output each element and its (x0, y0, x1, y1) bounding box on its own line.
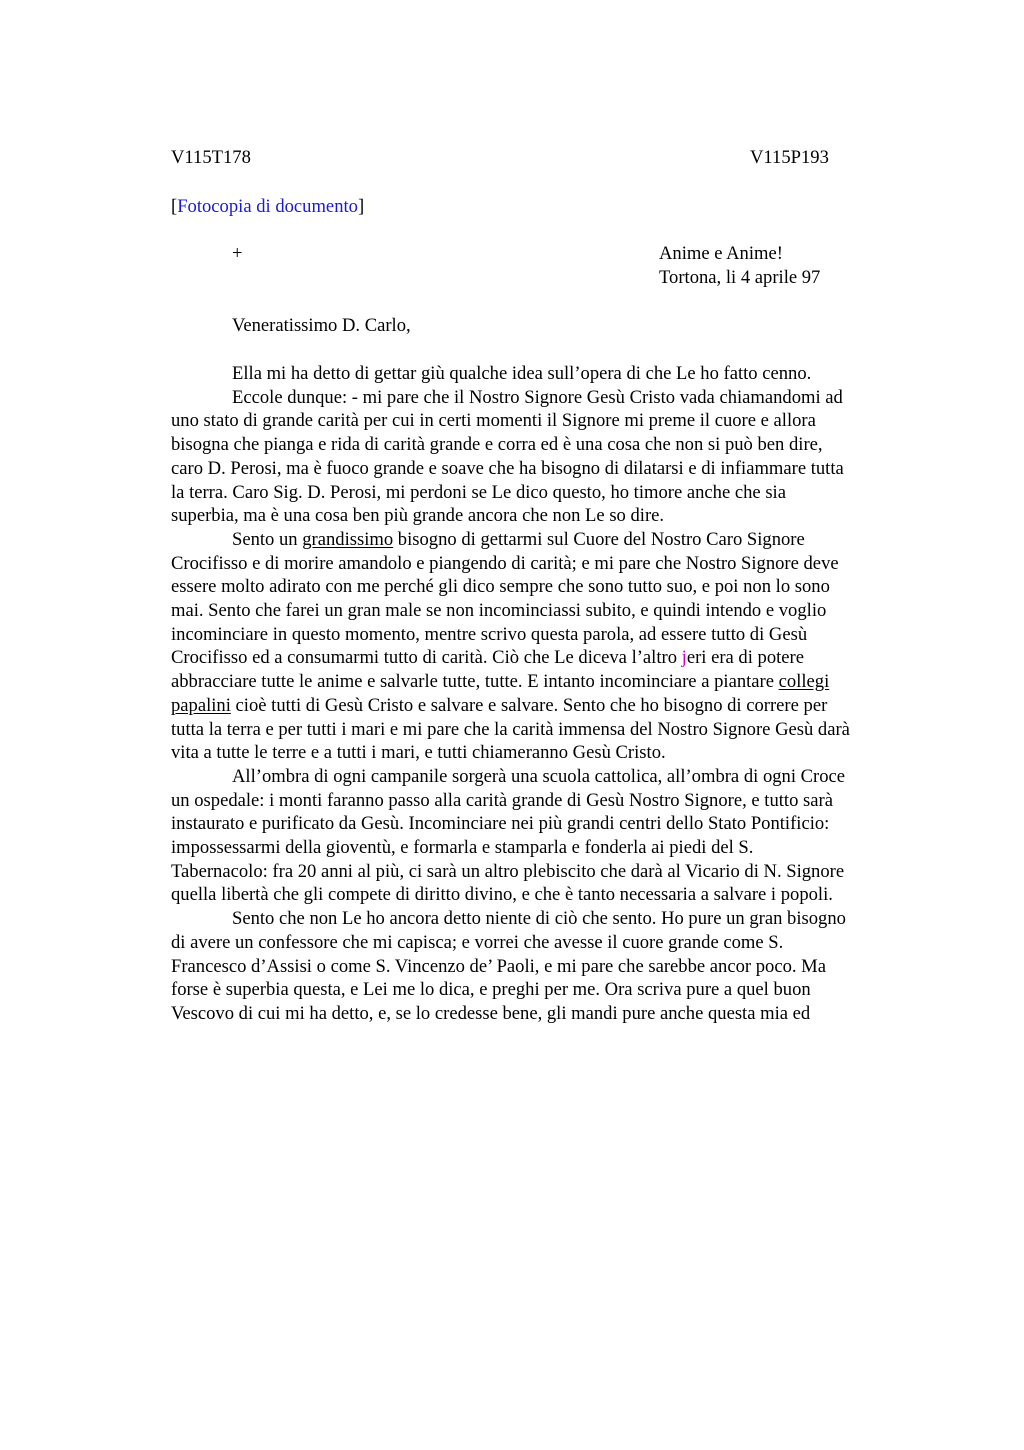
underlined-word: papalini (171, 694, 231, 716)
body-line: forse è superbia questa, e Lei me lo dica, e preghi per me. Ora scriva pure a quel buon (171, 979, 811, 1001)
body-line: instaurato e purificato da Gesù. Incominciare nei più grandi centri dello Stato Pontificio: (171, 813, 830, 835)
underlined-word: grandissimo (302, 528, 394, 550)
highlighted-letter: j (681, 647, 687, 669)
body-line: di avere un confessore che mi capisca; e vorrei che avesse il cuore grande come S. (171, 931, 784, 953)
body-line-text: abbracciare tutte le anime e salvarle tutte, tutte. E intanto incominciare a piantare (171, 671, 779, 693)
body-line: tutta la terra e per tutti i mari e mi pare che la carità immensa del Nostro Signore Gesù darà (171, 718, 850, 740)
body-line: Eccole dunque: - mi pare che il Nostro Signore Gesù Cristo vada chiamandomi ad (232, 386, 843, 408)
body-line: Ella mi ha detto di gettar giù qualche idea sull’opera di che Le ho fatto cenno. (232, 363, 812, 384)
cross-mark: + (232, 243, 243, 264)
body-line-text: Sento un (232, 528, 303, 550)
body-line (171, 670, 941, 694)
note-open-bracket: [ (171, 196, 178, 217)
body-line: Vescovo di cui mi ha detto, e, se lo credesse bene, gli mandi pure anche questa mia ed (171, 1002, 811, 1024)
body-line: impossessarmi della gioventù, e formarla e stamparla e fonderla ai piedi del S. (171, 837, 754, 859)
body-line: incominciare in questo momento, mentre scrivo questa parola, ad essere tutto di Gesù (171, 623, 808, 645)
body-line: uno stato di grande carità per cui in certi momenti il Signore mi preme il cuore e allora (171, 410, 816, 432)
letter-place-date: Tortona, li 4 aprile 97 (659, 267, 821, 288)
letter-body (171, 362, 941, 1026)
body-line: bisogna che pianga e rida di carità grande e corra ed è una cosa che non si può ben dire, (171, 434, 823, 456)
body-line: superbia, ma è una cosa ben più grande ancora che non Le so dire. (171, 505, 665, 527)
body-line: Crocifisso e di morire amandolo e piangendo di carità; e mi pare che Nostro Signore deve (171, 552, 839, 574)
note-label: Fotocopia di documento (177, 196, 358, 217)
letter-greeting: Veneratissimo D. Carlo, (232, 315, 411, 336)
body-line-text: bisogno di gettarmi sul Cuore del Nostro Caro Signore (393, 528, 805, 550)
letter-heading-right (659, 242, 820, 290)
body-line (171, 646, 941, 670)
body-line: essere molto adirato con me perché gli dico sempre che sono tutto suo, e poi non lo sono (171, 576, 830, 598)
body-line: Tabernacolo: fra 20 anni al più, ci sarà un altro plebiscito che darà al Vicario di N. Signore (171, 860, 845, 882)
body-line: Francesco d’Assisi o come S. Vincenzo de’ Paoli, e mi pare che sarebbe ancor poco. Ma (171, 955, 826, 977)
body-line: caro D. Perosi, ma è fuoco grande e soave che ha bisogno di dilatarsi e di infiammare tutta (171, 457, 844, 479)
letter-motto: Anime e Anime! (659, 243, 783, 264)
body-line: Sento che non Le ho ancora detto niente di ciò che sento. Ho pure un gran bisogno (232, 908, 846, 930)
body-line: un ospedale: i monti faranno passo alla carità grande di Gesù Nostro Signore, e tutto sarà (171, 789, 833, 811)
body-line: mai. Sento che farei un gran male se non incominciassi subito, e quindi intendo e voglio (171, 600, 827, 622)
document-code-left: V115T178 (171, 147, 251, 168)
note-close-bracket: ] (357, 196, 365, 217)
body-line-text: cioè tutti di Gesù Cristo e salvare e salvare. Sento che ho bisogno di correre per (230, 694, 828, 716)
body-line (171, 528, 941, 552)
body-line (171, 694, 941, 718)
body-line-text: eri era di potere (686, 647, 805, 669)
body-line: vita a tutte le terre e a tutti i mari, e tutti chiameranno Gesù Cristo. (171, 742, 666, 764)
body-line: la terra. Caro Sig. D. Perosi, mi perdoni se Le dico questo, ho timore anche che sia (171, 481, 786, 503)
document-code-right: V115P193 (750, 147, 829, 168)
document-note (171, 195, 364, 219)
body-line: All’ombra di ogni campanile sorgerà una scuola cattolica, all’ombra di ogni Croce (232, 765, 846, 787)
body-line-text: Crocifisso ed a consumarmi tutto di carità. Ciò che Le diceva l’altro (171, 647, 682, 669)
body-line: quella libertà che gli compete di diritto divino, e che è tanto necessaria a salvare i popoli. (171, 884, 833, 906)
underlined-word: collegi (778, 671, 830, 693)
